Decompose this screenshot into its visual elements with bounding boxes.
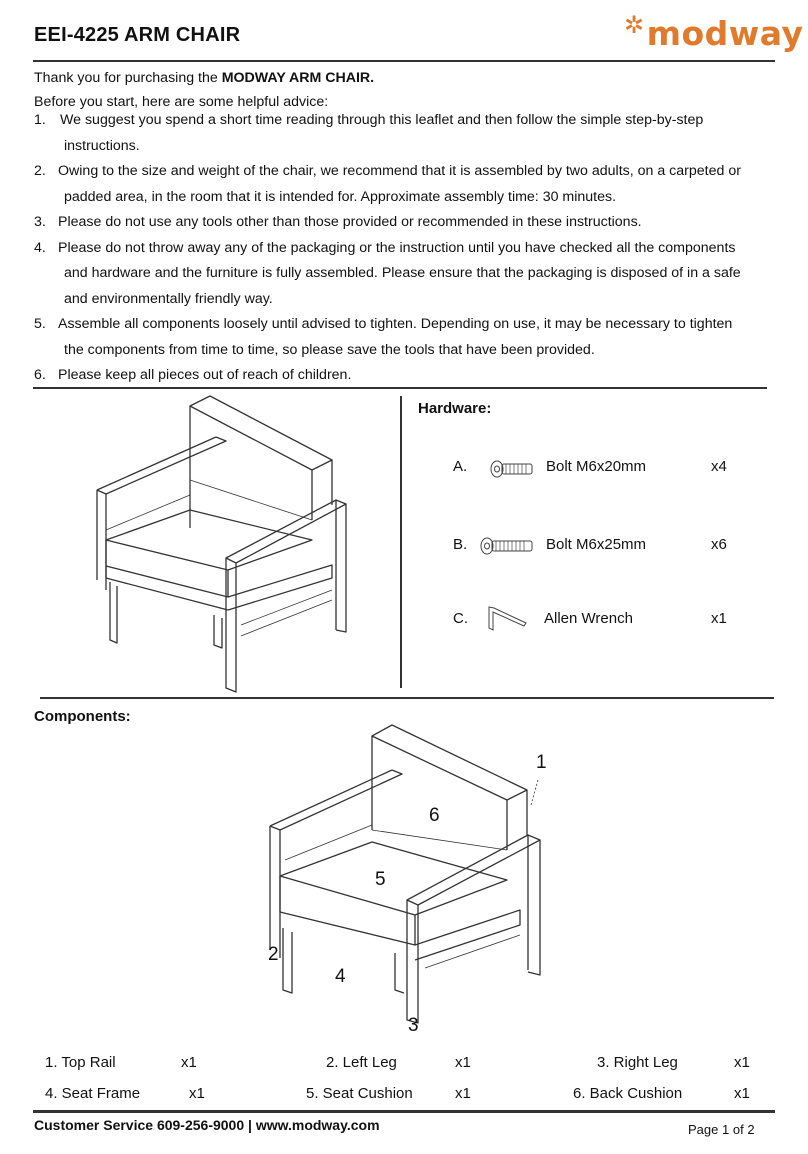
item-number: 1. xyxy=(34,112,46,128)
component-qty: x1 xyxy=(455,1085,471,1102)
footer-rule xyxy=(33,1110,775,1113)
item-text: and environmentally friendly way. xyxy=(64,290,273,307)
component-qty: x1 xyxy=(455,1054,471,1071)
hardware-heading: Hardware: xyxy=(418,400,492,417)
item-text: Please keep all pieces out of reach of children. xyxy=(58,367,352,383)
item-text: padded area, in the room that it is intended for. Approximate assembly time: 30 minutes. xyxy=(64,188,617,205)
hardware-name: Bolt M6x20mm xyxy=(546,458,647,475)
component-qty: x1 xyxy=(189,1085,205,1102)
item-number: 4. xyxy=(34,239,46,256)
callout-5: 5 xyxy=(375,869,386,890)
page-label: Page xyxy=(688,1122,719,1137)
customer-service: Customer Service 609-256-9000 | www.modway.com xyxy=(34,1117,380,1133)
component-label: 3. Right Leg xyxy=(597,1054,678,1071)
item-text: We suggest you spend a short time reading through this leaflet and then follow the simple step-by-step xyxy=(60,112,704,128)
hardware-letter: C. xyxy=(453,610,468,627)
component-label: 4. Seat Frame xyxy=(45,1085,141,1102)
callout-3: 3 xyxy=(408,1015,419,1036)
item-number: 5. xyxy=(34,316,46,332)
component-qty: x1 xyxy=(734,1085,750,1102)
item-text: Please do not throw away any of the packaging or the instruction until you have checked all the components xyxy=(58,239,736,256)
hardware-qty: x6 xyxy=(711,536,727,553)
hardware-name: Allen Wrench xyxy=(544,610,633,627)
thanks-prefix: Thank you for purchasing the xyxy=(34,70,222,86)
components-heading: Components: xyxy=(34,708,131,725)
component-label: 5. Seat Cushion xyxy=(306,1085,413,1102)
component-label: 6. Back Cushion xyxy=(573,1085,683,1102)
hardware-qty: x4 xyxy=(711,458,727,475)
item-text: Please do not use any tools other than those provided or recommended in these instructions. xyxy=(58,214,642,230)
callout-2: 2 xyxy=(268,944,279,965)
callout-6: 6 xyxy=(429,805,440,826)
item-text: instructions. xyxy=(64,137,140,154)
page-of: of xyxy=(732,1122,744,1137)
advice-intro: Before you start, here are some helpful advice: xyxy=(34,94,329,110)
hardware-name: Bolt M6x25mm xyxy=(546,536,647,553)
component-qty: x1 xyxy=(734,1054,750,1071)
item-number: 6. xyxy=(34,367,46,383)
page-title: EEI-4225 ARM CHAIR xyxy=(34,24,241,46)
page-number: 1 xyxy=(722,1122,730,1137)
item-text: and hardware and the furniture is fully assembled. Please ensure that the packaging is disposed of in a safe xyxy=(64,265,741,281)
item-text: the components from time to time, so please save the tools that have been provided. xyxy=(64,341,595,358)
component-qty: x1 xyxy=(181,1054,197,1071)
hardware-letter: B. xyxy=(453,536,468,553)
asterisk-icon: ✲ xyxy=(624,11,645,39)
callout-1: 1 xyxy=(536,752,547,773)
item-number: 2. xyxy=(34,163,46,179)
hardware-qty: x1 xyxy=(711,610,727,627)
callout-4: 4 xyxy=(335,966,346,987)
product-name: MODWAY ARM CHAIR. xyxy=(221,70,375,86)
component-label: 2. Left Leg xyxy=(326,1054,397,1071)
brand-name: modway xyxy=(646,14,804,53)
page-indicator xyxy=(688,1122,755,1137)
item-text: Owing to the size and weight of the chair, we recommend that it is assembled by two adults, on a carpeted or xyxy=(58,163,741,179)
item-text: Assemble all components loosely until advised to tighten. Depending on use, it may be necessary to tighten xyxy=(58,316,733,332)
component-label: 1. Top Rail xyxy=(45,1054,116,1071)
item-number: 3. xyxy=(34,214,46,230)
page-total: 2 xyxy=(747,1122,755,1137)
hardware-letter: A. xyxy=(453,458,468,475)
